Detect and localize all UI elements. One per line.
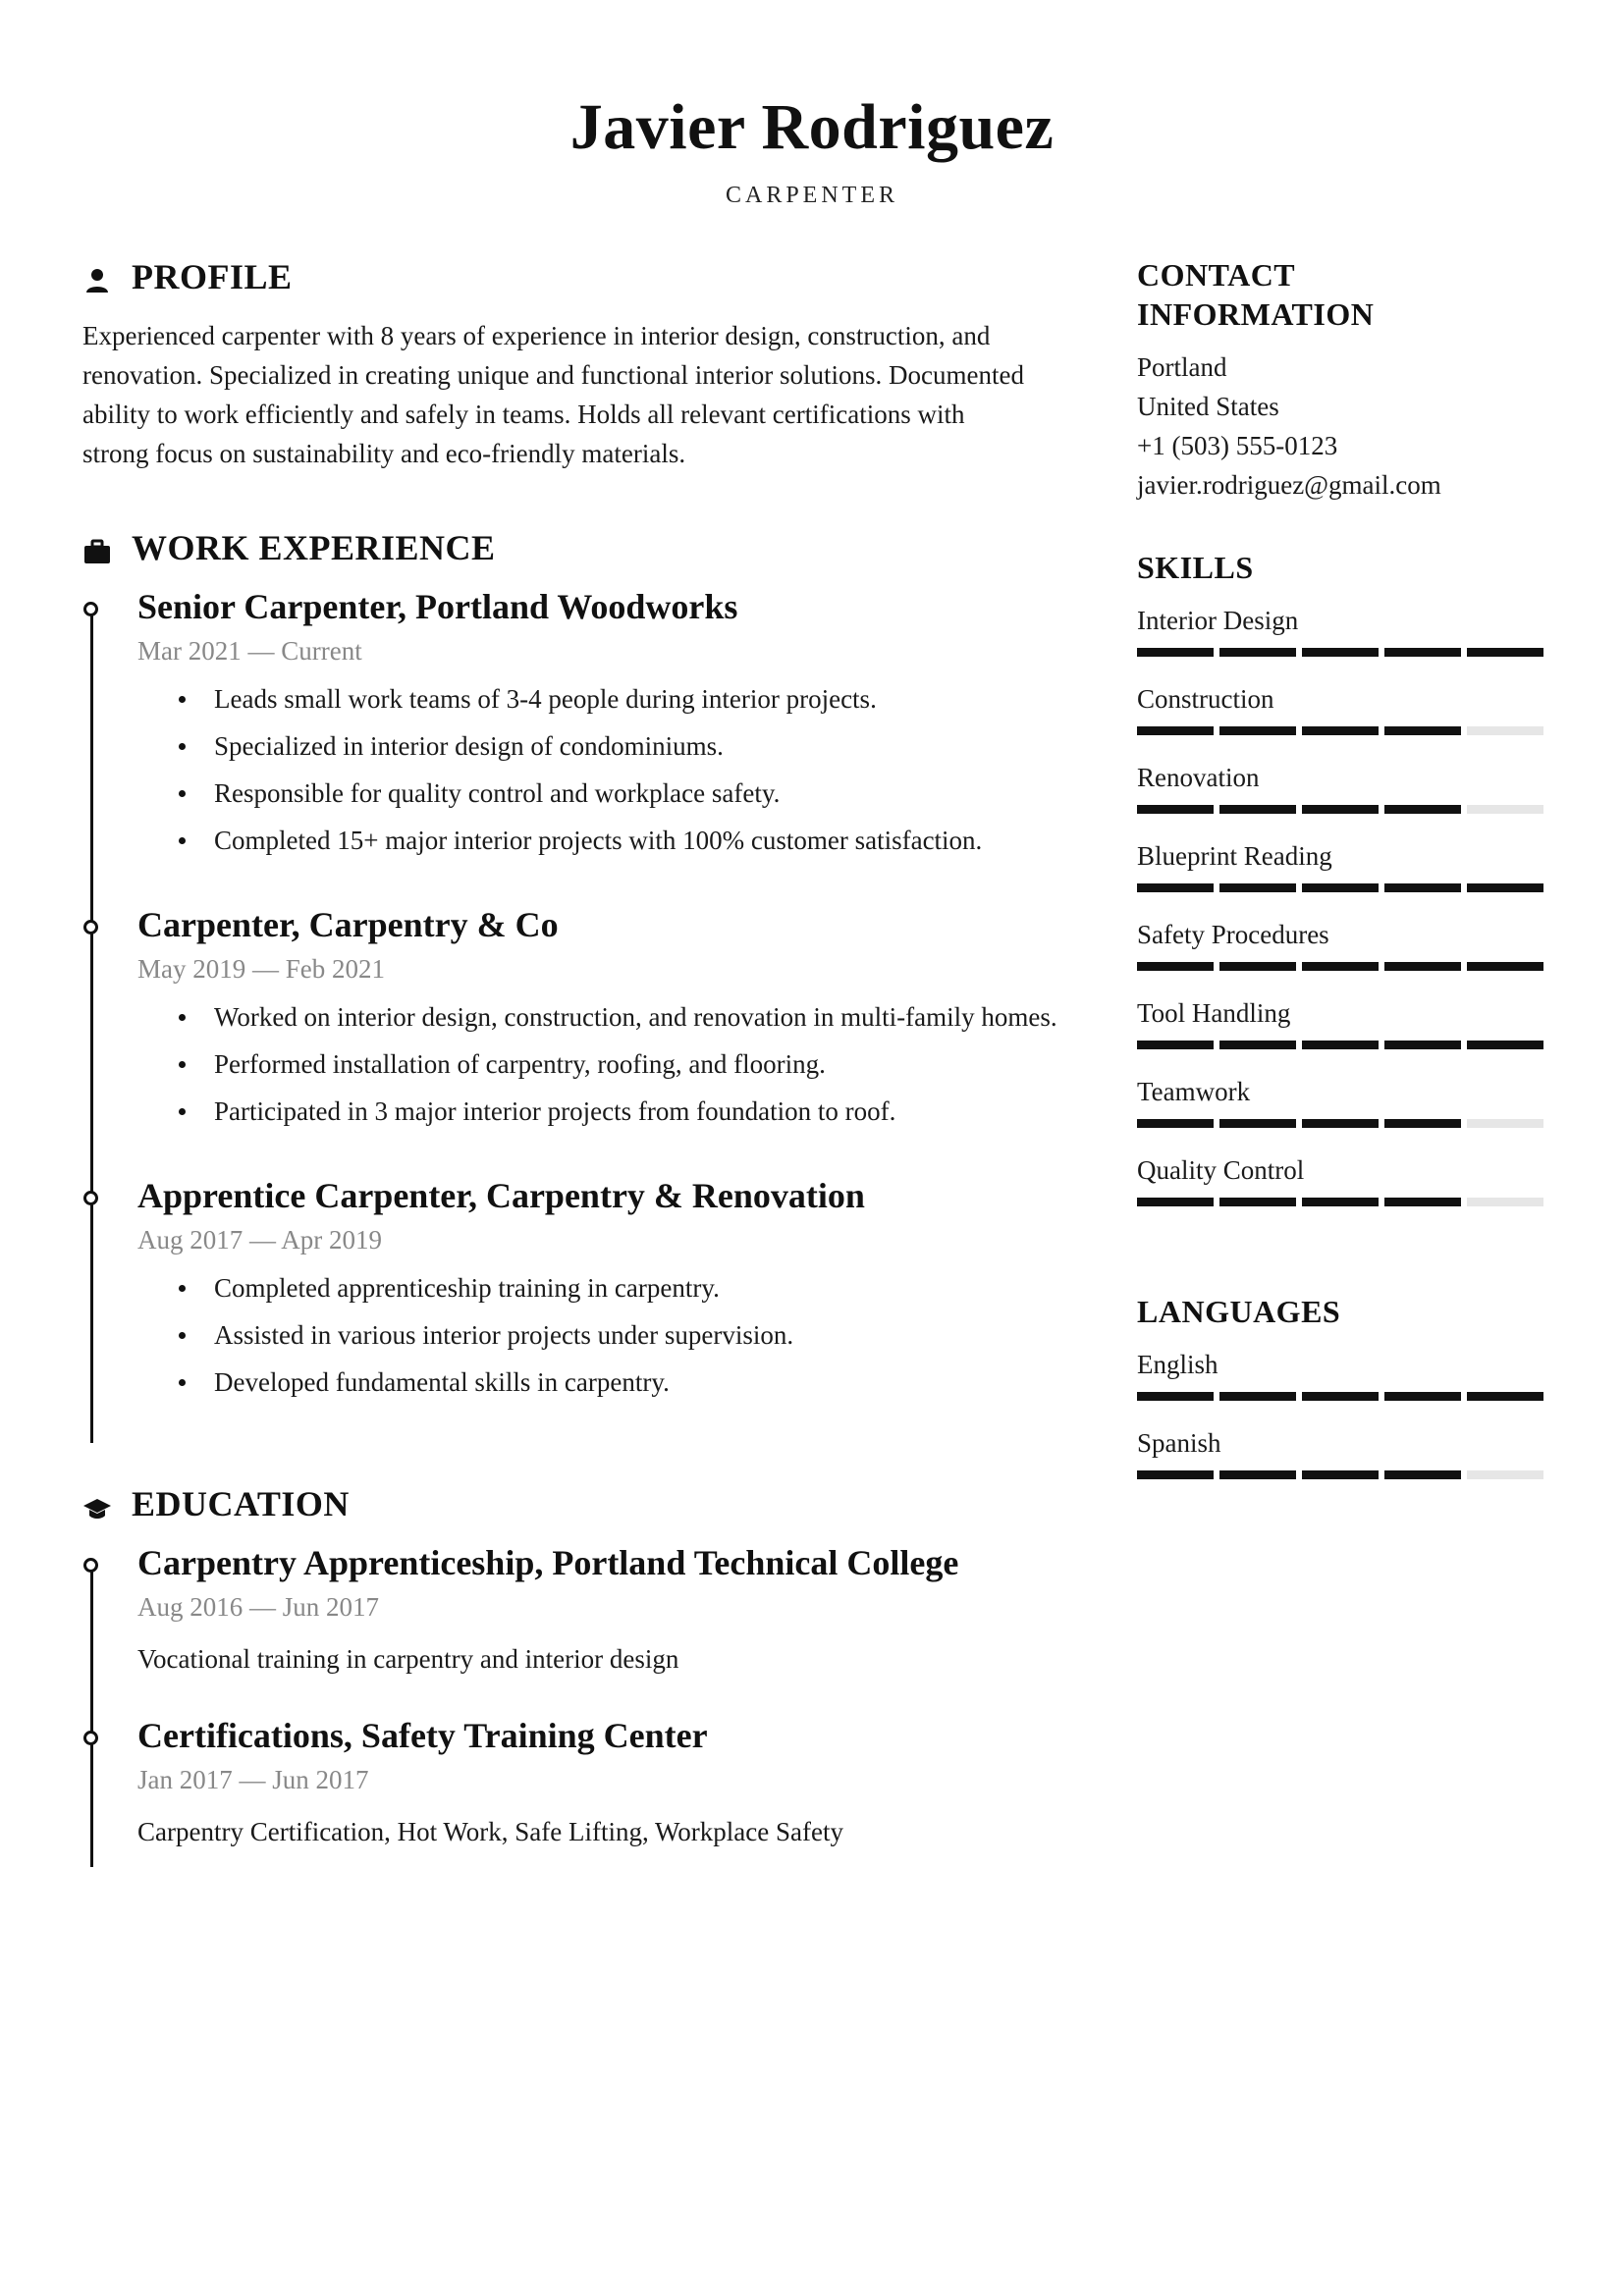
work-entry-date: Mar 2021 — Current — [137, 636, 362, 666]
work-entry — [137, 901, 1055, 1172]
bullet-item: Worked on interior design, construction, and renovation in multi-family homes. — [137, 997, 1068, 1037]
skill-item-name: Construction — [1137, 684, 1274, 714]
education-entry-title: Carpentry Apprenticeship, Portland Technical College — [137, 1543, 959, 1582]
language-item — [1137, 1423, 1549, 1480]
work-entry-date: Aug 2017 — Apr 2019 — [137, 1225, 382, 1255]
contact-email: javier.rodriguez@gmail.com — [1137, 470, 1441, 500]
level-segment — [1137, 1198, 1214, 1206]
level-segment — [1219, 1470, 1296, 1479]
contact-phone: +1 (503) 555-0123 — [1137, 431, 1338, 460]
level-segment — [1219, 1198, 1296, 1206]
skill-item — [1137, 1072, 1549, 1129]
level-segment — [1467, 962, 1543, 971]
work-entry-title: Carpenter, Carpentry & Co — [137, 905, 559, 944]
resume-header — [0, 88, 1624, 209]
level-segment — [1219, 805, 1296, 814]
level-segment — [1137, 1119, 1214, 1128]
bullet-item: Leads small work teams of 3-4 people during interior projects. — [137, 679, 1068, 719]
education-entry-title: Certifications, Safety Training Center — [137, 1716, 708, 1755]
level-segment — [1384, 883, 1461, 892]
contact-heading — [1137, 255, 1549, 334]
level-segment — [1384, 805, 1461, 814]
level-segment — [1384, 726, 1461, 735]
level-segment — [1302, 648, 1379, 657]
work-entry-title: Senior Carpenter, Portland Woodworks — [137, 587, 738, 626]
education-timeline — [82, 1539, 1055, 1867]
contact-country: United States — [1137, 392, 1279, 421]
skill-item — [1137, 679, 1549, 736]
level-segment — [1467, 1470, 1543, 1479]
contact-heading-line1: CONTACT — [1137, 257, 1296, 293]
language-item-name: Spanish — [1137, 1428, 1221, 1458]
languages-heading: LANGUAGES — [1137, 1294, 1341, 1329]
level-segment — [1384, 1470, 1461, 1479]
work-experience-heading-label: WORK EXPERIENCE — [132, 528, 496, 567]
candidate-name: Javier Rodriguez — [569, 91, 1055, 163]
work-entry-bullets — [137, 1268, 1055, 1402]
skill-item — [1137, 993, 1549, 1050]
side-column — [1137, 255, 1549, 1480]
level-segment — [1219, 1119, 1296, 1128]
education-entry-desc: Vocational training in carpentry and interior design — [137, 1644, 679, 1674]
skill-item — [1137, 1150, 1549, 1207]
level-segment — [1467, 1198, 1543, 1206]
skill-item-name: Renovation — [1137, 763, 1260, 792]
work-entry-title: Apprentice Carpenter, Carpentry & Renovation — [137, 1176, 865, 1215]
level-segment — [1137, 883, 1214, 892]
bullet-item: Completed apprenticeship training in carpentry. — [137, 1268, 1068, 1308]
contact-heading-line2: INFORMATION — [1137, 296, 1375, 332]
skill-item-level-bar — [1137, 883, 1549, 893]
skill-item-level-bar — [1137, 726, 1549, 736]
level-segment — [1219, 883, 1296, 892]
level-segment — [1219, 962, 1296, 971]
contact-details — [1137, 347, 1549, 505]
profile-summary: Experienced carpenter with 8 years of experience in interior design, construction, and renovation. Specialized in creating unique and functional interior solutions. Documented ability to work efficiently and safely in teams. Holds all relevant certifications with strong focus on sustainability and eco-friendly materials. — [82, 321, 1024, 468]
level-segment — [1302, 805, 1379, 814]
skill-item — [1137, 836, 1549, 893]
education-heading-label: EDUCATION — [132, 1484, 350, 1523]
bullet-item: Assisted in various interior projects under supervision. — [137, 1315, 1068, 1355]
skill-item-level-bar — [1137, 1198, 1549, 1207]
work-entry — [137, 583, 1055, 901]
skill-item-level-bar — [1137, 962, 1549, 972]
level-segment — [1384, 648, 1461, 657]
main-column — [82, 255, 1055, 1867]
skill-item-level-bar — [1137, 1041, 1549, 1050]
level-segment — [1137, 1392, 1214, 1401]
level-segment — [1384, 1198, 1461, 1206]
bullet-item: Specialized in interior design of condominiums. — [137, 726, 1068, 766]
bullet-item: Completed 15+ major interior projects with 100% customer satisfaction. — [137, 821, 1068, 860]
skill-item — [1137, 601, 1549, 658]
work-entry-bullets — [137, 679, 1055, 860]
skill-item-name: Quality Control — [1137, 1155, 1305, 1185]
education-entry-desc: Carpentry Certification, Hot Work, Safe Lifting, Workplace Safety — [137, 1817, 843, 1846]
job-title: CARPENTER — [725, 183, 898, 208]
skill-item — [1137, 758, 1549, 815]
skills-heading: SKILLS — [1137, 550, 1254, 585]
level-segment — [1384, 962, 1461, 971]
skill-item-name: Tool Handling — [1137, 998, 1291, 1028]
language-item-name: English — [1137, 1350, 1218, 1379]
language-item — [1137, 1345, 1549, 1402]
timeline-dot — [83, 1731, 98, 1745]
level-segment — [1302, 1470, 1379, 1479]
skill-item-name: Safety Procedures — [1137, 920, 1329, 949]
skill-item — [1137, 915, 1549, 972]
profile-heading-label: PROFILE — [132, 257, 293, 296]
level-segment — [1384, 1119, 1461, 1128]
profile-heading — [82, 255, 1055, 298]
timeline-line — [90, 1559, 93, 1867]
bullet-item: Performed installation of carpentry, roofing, and flooring. — [137, 1044, 1068, 1084]
level-segment — [1467, 1392, 1543, 1401]
work-entry-date: May 2019 — Feb 2021 — [137, 954, 385, 984]
work-entry-bullets — [137, 997, 1055, 1131]
level-segment — [1302, 1041, 1379, 1049]
education-heading — [82, 1482, 1055, 1525]
level-segment — [1137, 1470, 1214, 1479]
work-experience-heading — [82, 526, 1055, 569]
education-entry-date: Jan 2017 — Jun 2017 — [137, 1765, 369, 1794]
level-segment — [1467, 1041, 1543, 1049]
contact-city: Portland — [1137, 352, 1227, 382]
level-segment — [1384, 1041, 1461, 1049]
level-segment — [1219, 1392, 1296, 1401]
graduation-cap-icon — [82, 1489, 112, 1519]
skill-item-name: Interior Design — [1137, 606, 1299, 635]
level-segment — [1137, 805, 1214, 814]
bullet-item: Responsible for quality control and workplace safety. — [137, 774, 1068, 813]
person-icon — [82, 262, 112, 292]
bullet-item: Developed fundamental skills in carpentry. — [137, 1362, 1068, 1402]
level-segment — [1302, 1392, 1379, 1401]
work-timeline — [82, 583, 1055, 1443]
education-entry — [137, 1539, 1055, 1712]
timeline-dot — [83, 1558, 98, 1573]
skill-item-name: Blueprint Reading — [1137, 841, 1332, 871]
education-entry-date: Aug 2016 — Jun 2017 — [137, 1592, 380, 1622]
languages-list — [1137, 1345, 1549, 1480]
skill-item-level-bar — [1137, 805, 1549, 815]
level-segment — [1384, 1392, 1461, 1401]
level-segment — [1219, 726, 1296, 735]
briefcase-icon — [82, 533, 112, 562]
level-segment — [1467, 883, 1543, 892]
work-entry — [137, 1172, 1055, 1443]
level-segment — [1137, 648, 1214, 657]
level-segment — [1302, 883, 1379, 892]
level-segment — [1302, 962, 1379, 971]
level-segment — [1302, 1198, 1379, 1206]
bullet-item: Participated in 3 major interior projects from foundation to roof. — [137, 1092, 1068, 1131]
language-item-level-bar — [1137, 1392, 1549, 1402]
level-segment — [1467, 805, 1543, 814]
level-segment — [1219, 1041, 1296, 1049]
level-segment — [1467, 726, 1543, 735]
level-segment — [1137, 962, 1214, 971]
level-segment — [1467, 648, 1543, 657]
level-segment — [1467, 1119, 1543, 1128]
level-segment — [1302, 1119, 1379, 1128]
level-segment — [1137, 726, 1214, 735]
language-item-level-bar — [1137, 1470, 1549, 1480]
timeline-dot — [83, 920, 98, 934]
education-entry — [137, 1712, 1055, 1867]
skill-item-name: Teamwork — [1137, 1077, 1251, 1106]
timeline-dot — [83, 1191, 98, 1205]
skills-list — [1137, 601, 1549, 1207]
level-segment — [1219, 648, 1296, 657]
level-segment — [1137, 1041, 1214, 1049]
timeline-line — [90, 603, 93, 1443]
timeline-dot — [83, 602, 98, 616]
level-segment — [1302, 726, 1379, 735]
skill-item-level-bar — [1137, 648, 1549, 658]
skill-item-level-bar — [1137, 1119, 1549, 1129]
